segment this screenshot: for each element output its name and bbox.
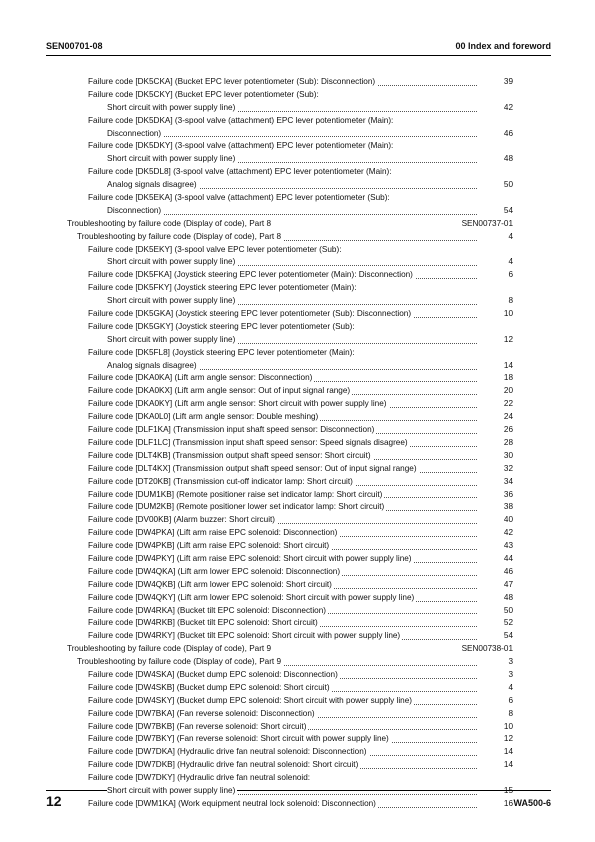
toc-entry[interactable] bbox=[0, 540, 595, 553]
toc-entry-page: 8 bbox=[508, 296, 513, 306]
toc-entry-page: 36 bbox=[503, 489, 513, 499]
toc-entry[interactable] bbox=[0, 347, 595, 360]
toc-entry-label: Failure code [DW7DKA] (Hydraulic drive fan neutral solenoid: Disconnection) bbox=[88, 747, 367, 757]
toc-entry-label: Failure code [DLT4KB] (Transmission output shaft speed sensor: Short circuit) bbox=[88, 450, 371, 460]
toc-entry-label: Failure code [DKA0KA] (Lift arm angle sensor: Disconnection) bbox=[88, 373, 313, 383]
toc-entry-page: 6 bbox=[508, 270, 513, 280]
toc-entry-label: Failure code [DK5GKY] (Joystick steering EPC lever potentiometer (Sub): bbox=[88, 321, 355, 331]
toc-entry[interactable] bbox=[0, 115, 595, 128]
toc-section-code: SEN00738-01 bbox=[461, 644, 513, 654]
toc-entry-label: Failure code [DW4RKB] (Bucket tilt EPC solenoid: Short circuit) bbox=[88, 618, 318, 628]
toc-entry[interactable] bbox=[0, 411, 595, 424]
toc-entry[interactable] bbox=[0, 385, 595, 398]
toc-entry[interactable] bbox=[0, 153, 595, 166]
toc-section-code: SEN00737-01 bbox=[461, 218, 513, 228]
toc-entry-label: Failure code [DWM1KA] (Work equipment neutral lock solenoid: Disconnection) bbox=[88, 798, 376, 808]
toc-entry-page: 46 bbox=[503, 566, 513, 576]
toc-entry-label: Failure code [DW4SKA] (Bucket dump EPC solenoid: Disconnection) bbox=[88, 669, 338, 679]
toc-entry[interactable] bbox=[0, 76, 595, 89]
toc-entry-label: Failure code [DLF1LC] (Transmission input shaft speed sensor: Speed signals disagree) bbox=[88, 437, 408, 447]
toc-entry-label: Troubleshooting by failure code (Display of code), Part 8 bbox=[77, 231, 282, 241]
toc-entry[interactable] bbox=[0, 282, 595, 295]
toc-entry-label: Short circuit with power supply line) bbox=[107, 785, 236, 795]
toc-entry-page: 4 bbox=[508, 257, 513, 267]
toc-entry-page: 54 bbox=[503, 631, 513, 641]
toc-entry-label: Short circuit with power supply line) bbox=[107, 334, 236, 344]
toc-entry-page: 48 bbox=[503, 592, 513, 602]
toc-entry[interactable] bbox=[0, 798, 595, 811]
toc-entry-label: Failure code [DK5DKY] (3-spool valve (attachment) EPC lever potentiometer (Main): bbox=[88, 141, 394, 151]
toc-entry[interactable] bbox=[0, 617, 595, 630]
toc-entry[interactable] bbox=[0, 553, 595, 566]
toc-section-title: Troubleshooting by failure code (Display of code), Part 8 bbox=[67, 218, 272, 228]
toc-entry[interactable] bbox=[0, 514, 595, 527]
toc-entry[interactable] bbox=[0, 592, 595, 605]
toc-entry[interactable] bbox=[0, 89, 595, 102]
toc-entry-label: Failure code [DW7BKY] (Fan reverse solenoid: Short circuit with power supply line) bbox=[88, 734, 389, 744]
toc-entry-label: Disconnection) bbox=[107, 205, 162, 215]
toc-entry-page: 12 bbox=[503, 734, 513, 744]
toc-entry-label: Failure code [DKA0L0] (Lift arm angle sensor: Double meshing) bbox=[88, 412, 319, 422]
toc-entry[interactable] bbox=[0, 695, 595, 708]
toc-entry[interactable] bbox=[0, 205, 595, 218]
section-title: 00 Index and foreword bbox=[455, 41, 551, 51]
toc-entry-label: Analog signals disagree) bbox=[107, 180, 197, 190]
toc-entry-label: Failure code [DW4PKY] (Lift arm raise EPC solenoid: Short circuit with power supply line) bbox=[88, 553, 412, 563]
toc-entry-page: 4 bbox=[508, 682, 513, 692]
toc-entry-label: Failure code [DLF1KA] (Transmission input shaft speed sensor: Disconnection) bbox=[88, 425, 375, 435]
toc-entry-page: 12 bbox=[503, 334, 513, 344]
toc-entry-label: Failure code [DV00KB] (Alarm buzzer: Short circuit) bbox=[88, 515, 276, 525]
toc-entry[interactable] bbox=[0, 179, 595, 192]
toc-entry-label: Disconnection) bbox=[107, 128, 162, 138]
toc-entry[interactable] bbox=[0, 424, 595, 437]
toc-entry-label: Failure code [DK5DKA] (3-spool valve (attachment) EPC lever potentiometer (Main): bbox=[88, 115, 394, 125]
toc-entry-page: 50 bbox=[503, 605, 513, 615]
toc-entry[interactable] bbox=[0, 785, 595, 798]
toc-entry[interactable] bbox=[0, 140, 595, 153]
toc-entry-label: Analog signals disagree) bbox=[107, 360, 197, 370]
toc-entry-page: 10 bbox=[503, 309, 513, 319]
toc-entry[interactable] bbox=[0, 334, 595, 347]
toc-entry[interactable] bbox=[0, 501, 595, 514]
toc-entry-label: Failure code [DW4RKA] (Bucket tilt EPC solenoid: Disconnection) bbox=[88, 605, 326, 615]
toc-entry-page: 8 bbox=[508, 708, 513, 718]
toc-entry[interactable] bbox=[0, 437, 595, 450]
toc-entry[interactable] bbox=[0, 360, 595, 373]
toc-entry[interactable] bbox=[0, 463, 595, 476]
toc-entry[interactable] bbox=[0, 308, 595, 321]
table-of-contents bbox=[0, 76, 595, 811]
header-rule bbox=[46, 55, 551, 56]
toc-entry-page: 34 bbox=[503, 476, 513, 486]
toc-entry-page: 48 bbox=[503, 154, 513, 164]
toc-entry[interactable] bbox=[0, 128, 595, 141]
toc-entry-label: Short circuit with power supply line) bbox=[107, 154, 236, 164]
toc-entry-label: Failure code [DW4QKB] (Lift arm lower EPC solenoid: Short circuit) bbox=[88, 579, 332, 589]
toc-entry[interactable] bbox=[0, 295, 595, 308]
toc-entry-page: 50 bbox=[503, 180, 513, 190]
toc-entry-page: 18 bbox=[503, 373, 513, 383]
toc-entry[interactable] bbox=[0, 372, 595, 385]
toc-entry-label: Failure code [DW7DKB] (Hydraulic drive fan neutral solenoid: Short circuit) bbox=[88, 760, 359, 770]
toc-section-title: Troubleshooting by failure code (Display of code), Part 9 bbox=[67, 644, 272, 654]
document-code: SEN00701-08 bbox=[46, 41, 103, 51]
toc-entry[interactable] bbox=[0, 656, 595, 669]
toc-entry-label: Failure code [DK5EKA] (3-spool valve (attachment) EPC lever potentiometer (Sub): bbox=[88, 193, 390, 203]
toc-entry-page: 20 bbox=[503, 386, 513, 396]
toc-entry-label: Failure code [DW7BKB] (Fan reverse solenoid: Short circuit) bbox=[88, 721, 307, 731]
toc-entry-label: Short circuit with power supply line) bbox=[107, 296, 236, 306]
toc-entry[interactable] bbox=[0, 721, 595, 734]
toc-entry-label: Failure code [DK5GKA] (Joystick steering EPC lever potentiometer (Sub): Disconnection) bbox=[88, 309, 412, 319]
toc-entry-page: 14 bbox=[503, 747, 513, 757]
toc-entry-page: 32 bbox=[503, 463, 513, 473]
toc-entry-page: 26 bbox=[503, 425, 513, 435]
toc-entry[interactable] bbox=[0, 476, 595, 489]
toc-entry[interactable] bbox=[0, 579, 595, 592]
toc-entry[interactable] bbox=[0, 733, 595, 746]
toc-entry[interactable] bbox=[0, 489, 595, 502]
toc-entry-label: Failure code [DW4QKY] (Lift arm lower EPC solenoid: Short circuit with power supply line) bbox=[88, 592, 415, 602]
toc-entry[interactable] bbox=[0, 166, 595, 179]
toc-entry-page: 6 bbox=[508, 695, 513, 705]
toc-entry[interactable] bbox=[0, 269, 595, 282]
toc-entry-page: 14 bbox=[503, 760, 513, 770]
toc-entry-page: 14 bbox=[503, 360, 513, 370]
toc-entry-label: Failure code [DUM2KB] (Remote positioner lower set indicator lamp: Short circuit) bbox=[88, 502, 385, 512]
toc-entry-page: 4 bbox=[508, 231, 513, 241]
toc-entry[interactable] bbox=[0, 708, 595, 721]
toc-entry[interactable] bbox=[0, 746, 595, 759]
toc-entry-page: 30 bbox=[503, 450, 513, 460]
toc-entry-label: Failure code [DK5CKY] (Bucket EPC lever potentiometer (Sub): bbox=[88, 89, 319, 99]
toc-entry-page: 38 bbox=[503, 502, 513, 512]
toc-entry-page: 40 bbox=[503, 515, 513, 525]
page-number: 12 bbox=[46, 793, 62, 809]
toc-entry-label: Failure code [DK5FL8] (Joystick steering EPC lever potentiometer (Main): bbox=[88, 347, 355, 357]
toc-entry-label: Failure code [DW7DKY] (Hydraulic drive fan neutral solenoid: bbox=[88, 773, 311, 783]
model-name: WA500-6 bbox=[513, 798, 551, 808]
toc-entry-page: 16 bbox=[503, 798, 513, 808]
toc-entry-label: Failure code [DK5DL8] (3-spool valve (attachment) EPC lever potentiometer (Main): bbox=[88, 167, 392, 177]
toc-entry-page: 15 bbox=[503, 785, 513, 795]
toc-entry-page: 10 bbox=[503, 721, 513, 731]
toc-entry-label: Failure code [DW7BKA] (Fan reverse solenoid: Disconnection) bbox=[88, 708, 315, 718]
toc-entry[interactable] bbox=[0, 630, 595, 643]
toc-entry-label: Failure code [DW4SKB] (Bucket dump EPC solenoid: Short circuit) bbox=[88, 682, 330, 692]
toc-entry-page: 46 bbox=[503, 128, 513, 138]
toc-entry[interactable] bbox=[0, 772, 595, 785]
toc-entry-label: Failure code [DT20KB] (Transmission cut-off indicator lamp: Short circuit) bbox=[88, 476, 353, 486]
toc-entry-page: 39 bbox=[503, 77, 513, 86]
toc-entry-label: Failure code [DW4PKA] (Lift arm raise EPC solenoid: Disconnection) bbox=[88, 528, 338, 538]
toc-entry-page: 54 bbox=[503, 205, 513, 215]
toc-entry-page: 22 bbox=[503, 399, 513, 409]
toc-entry-page: 42 bbox=[503, 528, 513, 538]
toc-section-heading[interactable] bbox=[0, 218, 595, 231]
toc-entry-label: Failure code [DK5EKY] (3-spool valve EPC lever potentiometer (Sub): bbox=[88, 244, 342, 254]
toc-entry-label: Short circuit with power supply line) bbox=[107, 102, 236, 112]
toc-entry[interactable] bbox=[0, 321, 595, 334]
toc-entry[interactable] bbox=[0, 682, 595, 695]
toc-entry-page: 44 bbox=[503, 553, 513, 563]
toc-entry-label: Short circuit with power supply line) bbox=[107, 257, 236, 267]
toc-entry-page: 3 bbox=[508, 669, 513, 679]
toc-entry-label: Failure code [DKA0KY] (Lift arm angle sensor: Short circuit with power supply line) bbox=[88, 399, 387, 409]
toc-entry-label: Failure code [DK5FKA] (Joystick steering EPC lever potentiometer (Main): Disconnection) bbox=[88, 270, 413, 280]
toc-entry-label: Failure code [DW4PKB] (Lift arm raise EPC solenoid: Short circuit) bbox=[88, 541, 330, 551]
toc-entry-label: Failure code [DW4SKY] (Bucket dump EPC solenoid: Short circuit with power supply line) bbox=[88, 695, 412, 705]
toc-entry-label: Failure code [DK5FKY] (Joystick steering EPC lever potentiometer (Main): bbox=[88, 283, 357, 293]
toc-section-heading[interactable] bbox=[0, 643, 595, 656]
toc-entry[interactable] bbox=[0, 566, 595, 579]
toc-entry[interactable] bbox=[0, 192, 595, 205]
toc-entry[interactable] bbox=[0, 450, 595, 463]
toc-entry-page: 43 bbox=[503, 541, 513, 551]
toc-entry[interactable] bbox=[0, 605, 595, 618]
toc-entry-page: 3 bbox=[508, 657, 513, 667]
toc-entry-label: Failure code [DW4RKY] (Bucket tilt EPC solenoid: Short circuit with power supply line) bbox=[88, 631, 401, 641]
toc-entry-label: Failure code [DW4QKA] (Lift arm lower EPC solenoid: Disconnection) bbox=[88, 566, 341, 576]
toc-entry-page: 24 bbox=[503, 412, 513, 422]
toc-entry[interactable] bbox=[0, 256, 595, 269]
toc-entry[interactable] bbox=[0, 231, 595, 244]
toc-entry-label: Failure code [DLT4KX] (Transmission output shaft speed sensor: Out of input signal range) bbox=[88, 463, 417, 473]
toc-entry-label: Failure code [DKA0KX] (Lift arm angle sensor: Out of input signal range) bbox=[88, 386, 351, 396]
toc-entry-page: 47 bbox=[503, 579, 513, 589]
toc-entry-label: Failure code [DUM1KB] (Remote positioner raise set indicator lamp: Short circuit) bbox=[88, 489, 383, 499]
toc-entry-label: Troubleshooting by failure code (Display of code), Part 9 bbox=[77, 657, 282, 667]
page-header bbox=[46, 41, 551, 55]
toc-entry[interactable] bbox=[0, 759, 595, 772]
toc-entry-page: 28 bbox=[503, 437, 513, 447]
toc-entry[interactable] bbox=[0, 527, 595, 540]
toc-entry[interactable] bbox=[0, 244, 595, 257]
toc-entry[interactable] bbox=[0, 102, 595, 115]
toc-entry-page: 42 bbox=[503, 102, 513, 112]
toc-entry-page: 52 bbox=[503, 618, 513, 628]
toc-entry[interactable] bbox=[0, 669, 595, 682]
toc-entry[interactable] bbox=[0, 398, 595, 411]
toc-entry-label: Failure code [DK5CKA] (Bucket EPC lever potentiometer (Sub): Disconnection) bbox=[88, 77, 376, 86]
